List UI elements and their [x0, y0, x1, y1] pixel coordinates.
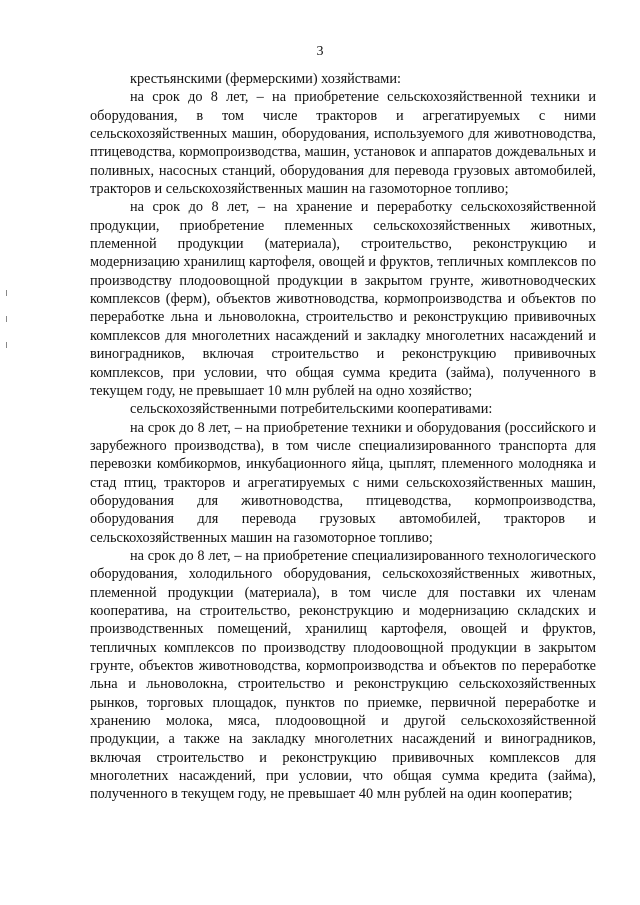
scan-edge-mark	[6, 290, 7, 296]
paragraph: на срок до 8 лет, – на приобретение специализированного технологического оборудования, холодильного оборудования, сельскохозяйственных животных, племенной продукции (материала), в том числе для поставки их членам кооператива, на строительство, реконструкцию и модернизацию складских и производственных помещений, хранилищ картофеля, овощей и фруктов, тепличных комплексов по производству плодоовощной продукции в закрытом грунте, объектов животноводства, кормопроизводства и объектов по переработке льна и льноволокна, строительство и реконструкцию сельскохозяйственных рынков, торговых площадок, пунктов по приемке, первичной переработке и хранению молока, мяса, плодоовощной и другой сельскохозяйственной продукции, а также на закладку многолетних насаждений и виноградников, включая строительство и реконструкцию прививочных комплексов для многолетних насаждений, при условии, что общая сумма кредита (займа), полученного в текущем году, не превышает 40 млн рублей на один кооператив;	[90, 547, 596, 803]
paragraph: на срок до 8 лет, – на хранение и переработку сельскохозяйственной продукции, приобретение племенных сельскохозяйственных животных, племенной продукции (материала), строительство, реконструкцию и модернизацию хранилищ картофеля, овощей и фруктов, тепличных комплексов по производству плодоовощной продукции в закрытом грунте, животноводческих комплексов (ферм), объектов животноводства, кормопроизводства и объектов по переработке льна и льноволокна, строительство и реконструкцию прививочных комплексов для многолетних насаждений и закладку многолетних насаждений и виноградников, включая строительство и реконструкцию прививочных комплексов, при условии, что общая сумма кредита (займа), полученного в текущем году, не превышает 10 млн рублей на одно хозяйство;	[90, 199, 596, 399]
page-number: 3	[316, 44, 324, 59]
scan-edge-mark	[6, 342, 7, 348]
document-body	[90, 70, 596, 804]
paragraph: на срок до 8 лет, – на приобретение сельскохозяйственной техники и оборудования, в том числе тракторов и агрегатируемых с ними сельскохозяйственных машин, оборудования, используемого для животноводства, птицеводства, кормопроизводства, машин, установок и аппаратов дождевальных и поливных, насосных станций, оборудования для перевода грузовых автомобилей, тракторов и сельскохозяйственных машин на газомоторное топливо;	[90, 89, 596, 198]
paragraph: крестьянскими (фермерскими) хозяйствами:	[130, 71, 401, 87]
paragraph: на срок до 8 лет, – на приобретение техники и оборудования (российского и зарубежного производства), в том числе специализированного транспорта для перевозки комбикормов, инкубационного яйца, цыплят, племенного молодняка и стад птиц, тракторов и агрегатируемых с ними сельскохозяйственных машин, оборудования для животноводства, птицеводства, кормопроизводства, оборудования для перевода грузовых автомобилей, тракторов и сельскохозяйственных машин на газомоторное топливо;	[90, 419, 596, 546]
paragraph: сельскохозяйственными потребительскими кооперативами:	[130, 401, 493, 418]
scan-edge-mark	[6, 316, 7, 322]
